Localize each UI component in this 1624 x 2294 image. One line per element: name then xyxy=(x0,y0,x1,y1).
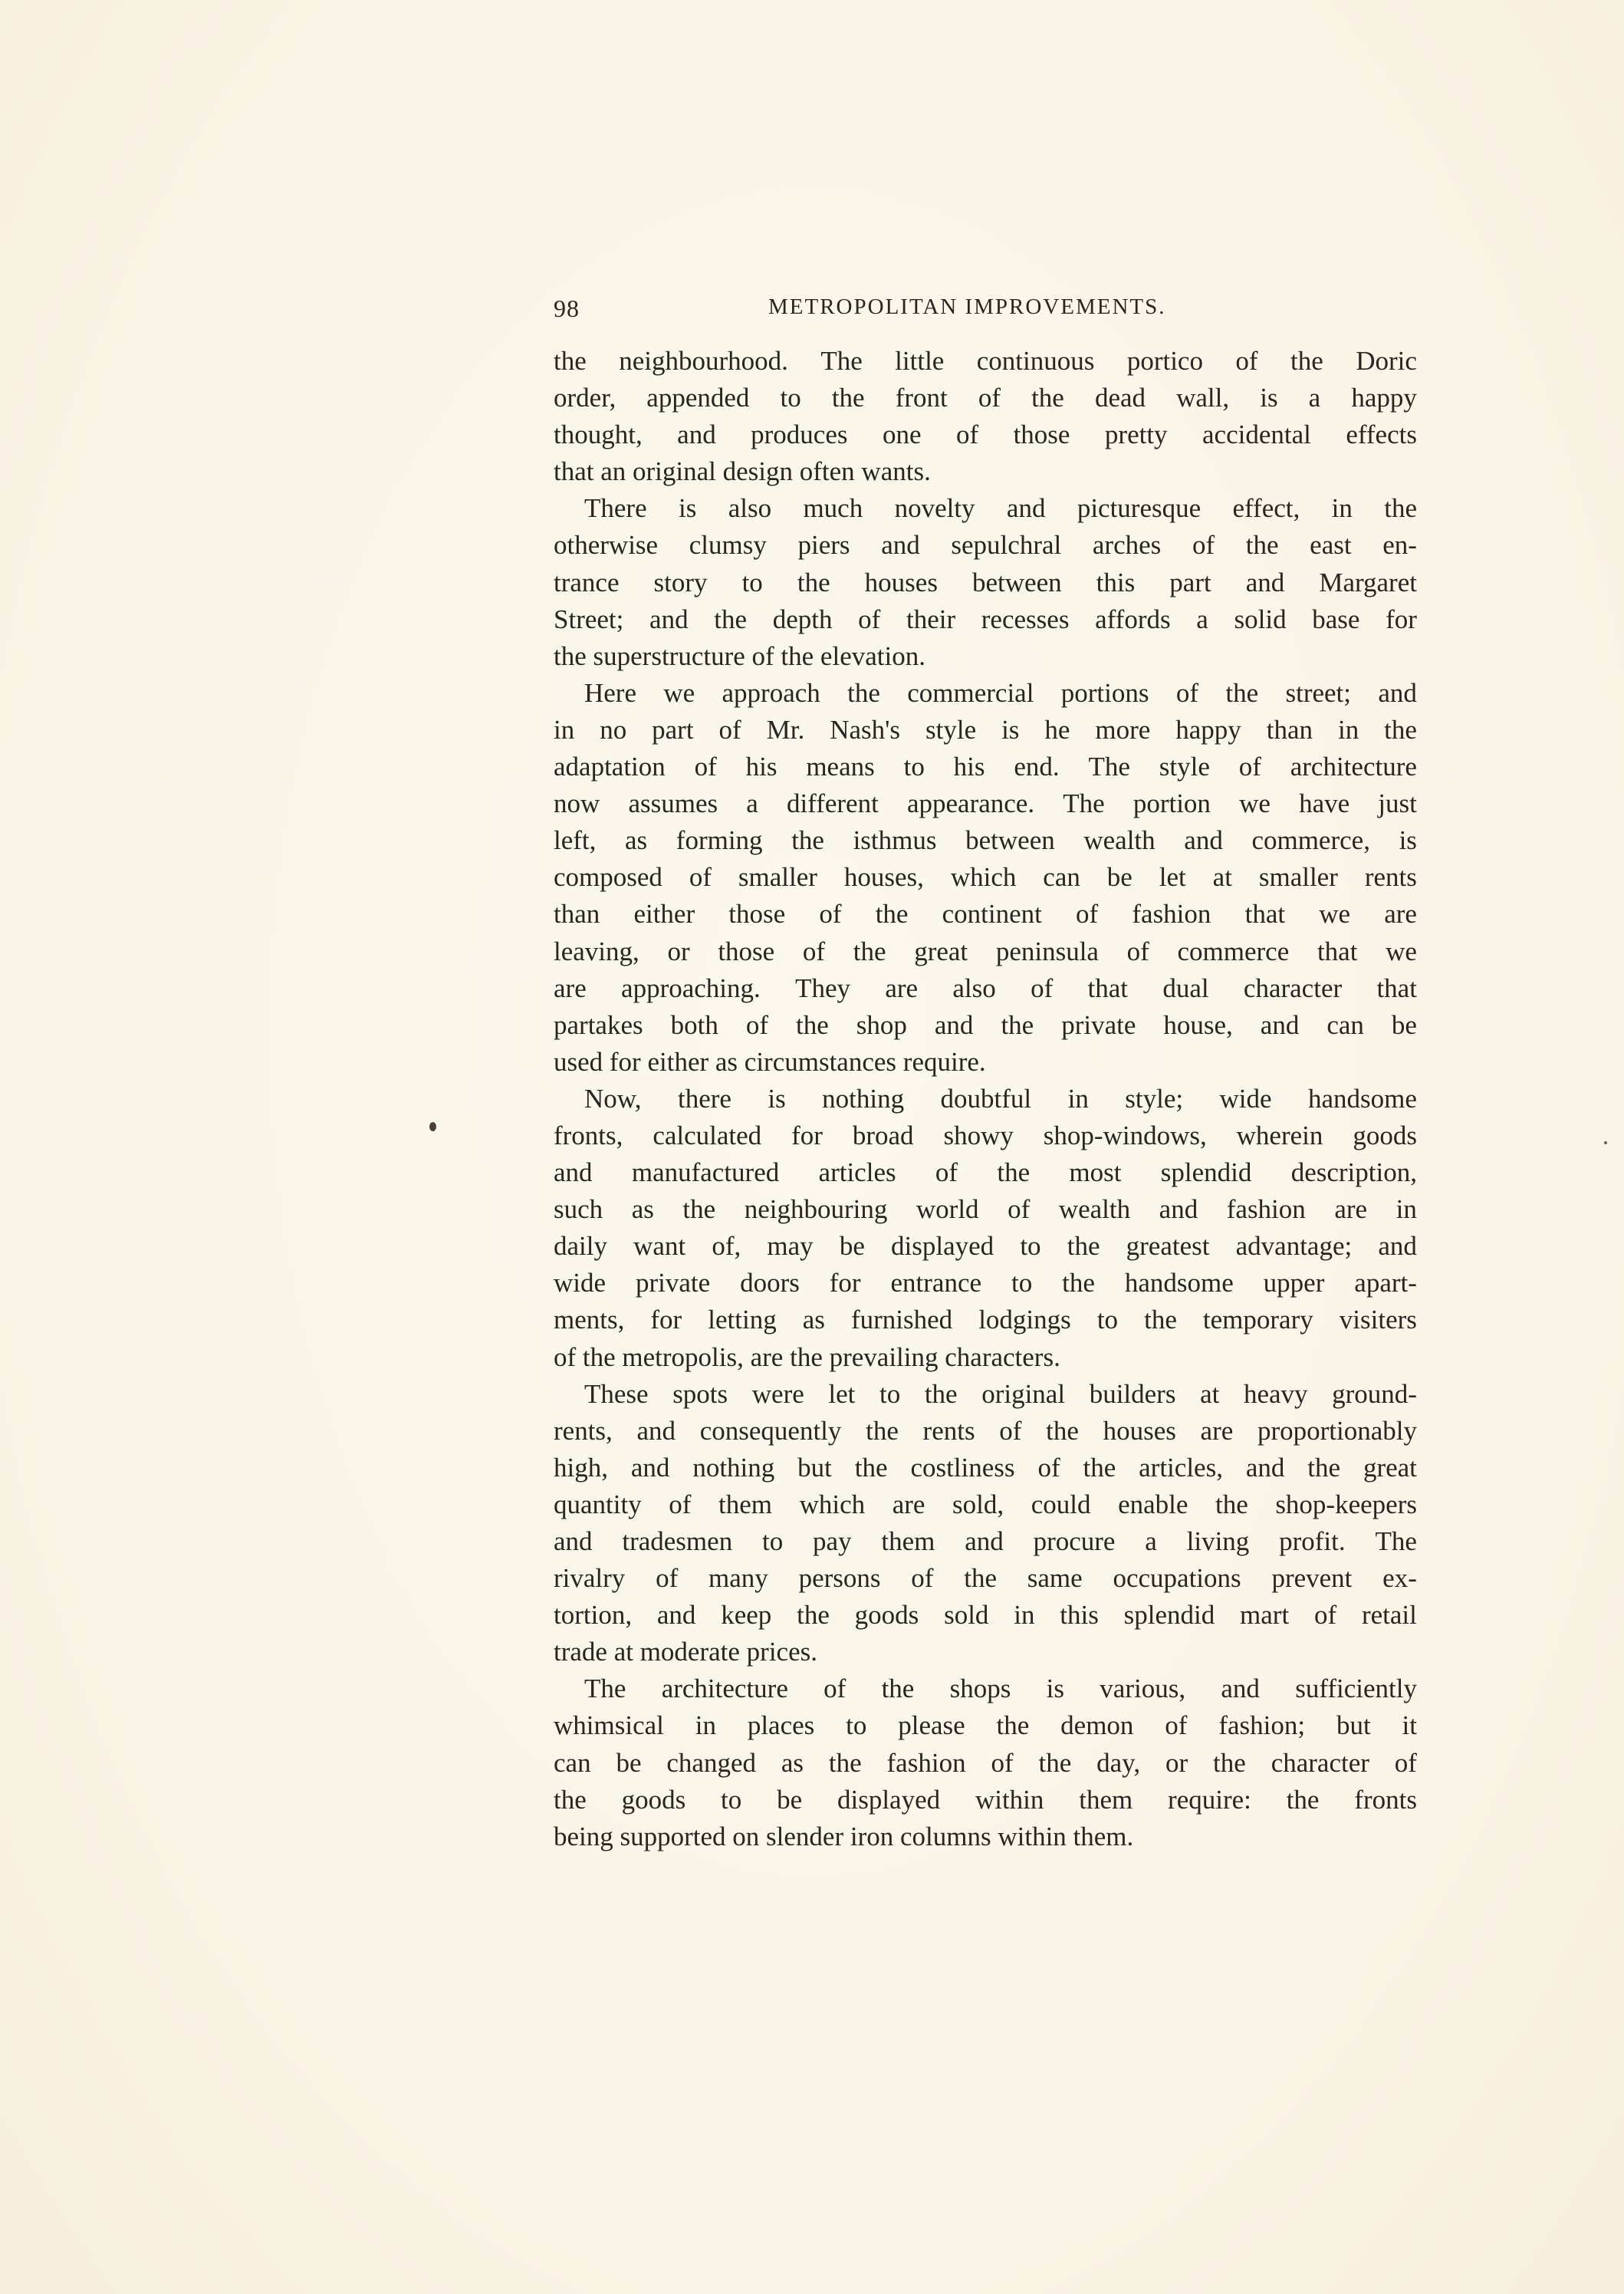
text-line: composed of smaller houses, which can be let at smaller rents xyxy=(554,862,1417,893)
text-line: in no part of Mr. Nash's style is he more happy than in the xyxy=(554,714,1417,745)
text-line: wide private doors for entrance to the handsome upper apart- xyxy=(554,1268,1417,1298)
text-line: being supported on slender iron columns within them. xyxy=(554,1821,1134,1851)
text-line: used for either as circumstances require. xyxy=(554,1046,986,1077)
paragraph xyxy=(554,1376,1417,1671)
text-line: high, and nothing but the costliness of the articles, and the great xyxy=(554,1452,1417,1483)
text-line: ments, for letting as furnished lodgings to the temporary visiters xyxy=(554,1305,1417,1335)
text-line: the neighbourhood. The little continuous portico of the Doric xyxy=(554,346,1417,376)
text-line: left, as forming the isthmus between wealth and commerce, is xyxy=(554,825,1417,856)
text-line: order, appended to the front of the dead wall, is a happy xyxy=(554,383,1417,413)
text-line: are approaching. They are also of that dual character that xyxy=(554,973,1417,1003)
text-line: tortion, and keep the goods sold in this splendid mart of retail xyxy=(554,1600,1417,1631)
paragraph xyxy=(554,675,1417,1081)
text-line: such as the neighbouring world of wealth and fashion are in xyxy=(554,1194,1417,1225)
text-line: the superstructure of the elevation. xyxy=(554,640,925,671)
text-line: Street; and the depth of their recesses affords a solid base for xyxy=(554,604,1417,634)
text-line: rivalry of many persons of the same occupations prevent ex- xyxy=(554,1563,1417,1594)
text-line: These spots were let to the original builders at heavy ground- xyxy=(584,1378,1417,1409)
running-head xyxy=(554,295,1420,331)
text-line: thought, and produces one of those pretty accidental effects xyxy=(554,420,1417,450)
paragraph xyxy=(554,490,1417,674)
paragraph xyxy=(554,1081,1417,1376)
ink-speck xyxy=(1604,1141,1607,1144)
page-number: 98 xyxy=(554,295,580,322)
text-line: daily want of, may be displayed to the greatest advantage; and xyxy=(554,1231,1417,1262)
text-line: quantity of them which are sold, could enable the shop-keepers xyxy=(554,1489,1417,1519)
text-line: whimsical in places to please the demon of fashion; but it xyxy=(554,1710,1417,1741)
text-line: rents, and consequently the rents of the houses are proportionably xyxy=(554,1415,1417,1446)
text-line: of the metropolis, are the prevailing characters. xyxy=(554,1341,1060,1372)
body-text xyxy=(554,343,1417,1855)
text-line: trance story to the houses between this part and Margaret xyxy=(554,567,1417,597)
text-line: otherwise clumsy piers and sepulchral arches of the east en- xyxy=(554,530,1417,561)
paragraph xyxy=(554,1670,1417,1855)
text-line: now assumes a different appearance. The portion we have just xyxy=(554,788,1417,819)
text-line: that an original design often wants. xyxy=(554,456,931,487)
text-line: than either those of the continent of fashion that we are xyxy=(554,899,1417,930)
text-line: and manufactured articles of the most splendid description, xyxy=(554,1157,1417,1188)
text-line: fronts, calculated for broad showy shop-windows, wherein goods xyxy=(554,1120,1417,1150)
text-line: can be changed as the fashion of the day, or the character of xyxy=(554,1747,1417,1778)
text-line: There is also much novelty and picturesque effect, in the xyxy=(584,493,1417,524)
text-line: and tradesmen to pay them and procure a living profit. The xyxy=(554,1526,1417,1556)
paragraph xyxy=(554,343,1417,490)
text-line: trade at moderate prices. xyxy=(554,1637,817,1667)
text-line: Now, there is nothing doubtful in style; wide handsome xyxy=(584,1083,1417,1114)
text-line: Here we approach the commercial portions of the street; and xyxy=(584,677,1417,708)
text-line: partakes both of the shop and the private house, and can be xyxy=(554,1009,1417,1040)
text-line: the goods to be displayed within them require: the fronts xyxy=(554,1784,1417,1815)
running-head-title: METROPOLITAN IMPROVEMENTS. xyxy=(768,295,1166,319)
ink-speck xyxy=(429,1122,436,1131)
text-line: The architecture of the shops is various, and sufficiently xyxy=(584,1674,1417,1704)
text-line: adaptation of his means to his end. The style of architecture xyxy=(554,752,1417,782)
text-line: leaving, or those of the great peninsula of commerce that we xyxy=(554,936,1417,966)
